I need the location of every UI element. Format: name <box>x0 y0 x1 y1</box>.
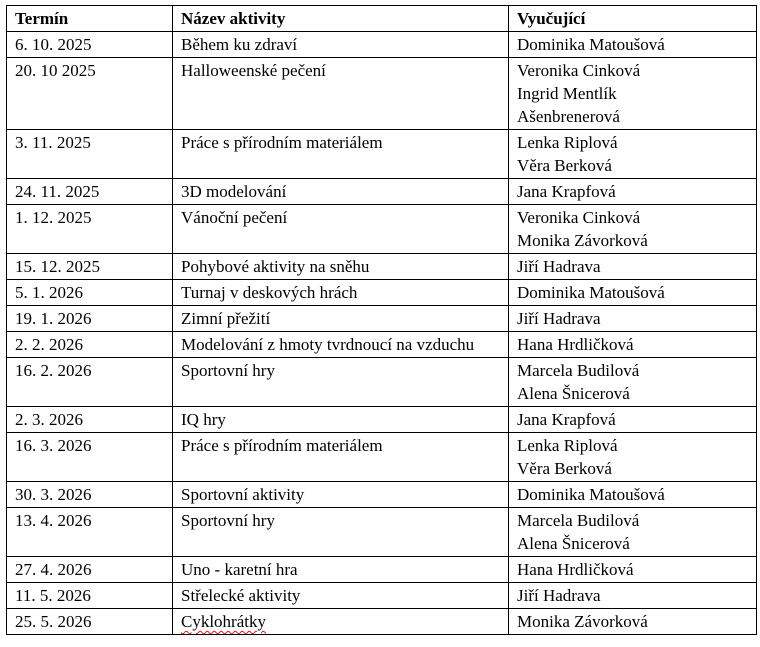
activity-name: Vánoční pečení <box>181 208 288 227</box>
teachers-cell <box>509 306 757 332</box>
date-cell: 20. 10 2025 <box>7 58 173 130</box>
date-cell: 5. 1. 2026 <box>7 280 173 306</box>
date-cell: 15. 12. 2025 <box>7 254 173 280</box>
teacher-name: Monika Závorková <box>517 231 648 250</box>
activity-name: Zimní přežití <box>181 309 271 328</box>
table-row <box>7 583 757 609</box>
activity-cell <box>173 332 509 358</box>
teacher-name: Marcela Budilová <box>517 511 640 530</box>
teachers-cell <box>509 508 757 557</box>
activity-cell <box>173 433 509 482</box>
date-cell: 19. 1. 2026 <box>7 306 173 332</box>
teachers-cell <box>509 358 757 407</box>
activity-cell <box>173 280 509 306</box>
date-cell: 16. 3. 2026 <box>7 433 173 482</box>
teachers-cell <box>509 557 757 583</box>
teacher-name: Jiří Hadrava <box>517 586 601 605</box>
teachers-cell <box>509 407 757 433</box>
teacher-name: Jiří Hadrava <box>517 257 601 276</box>
table-row <box>7 306 757 332</box>
activity-name: Sportovní hry <box>181 361 275 380</box>
activity-name: Během ku zdraví <box>181 35 298 54</box>
activity-name: Sportovní aktivity <box>181 485 305 504</box>
teacher-name: Hana Hrdličková <box>517 560 634 579</box>
activity-name: Cyklohrátky <box>181 612 266 631</box>
schedule-table-wrapper <box>6 5 756 635</box>
table-row <box>7 130 757 179</box>
date-cell: 13. 4. 2026 <box>7 508 173 557</box>
table-row <box>7 433 757 482</box>
activity-cell <box>173 58 509 130</box>
activity-cell <box>173 254 509 280</box>
activity-name: 3D modelování <box>181 182 287 201</box>
activity-cell <box>173 306 509 332</box>
activity-cell <box>173 130 509 179</box>
teachers-cell <box>509 179 757 205</box>
table-row <box>7 332 757 358</box>
teacher-name: Jiří Hadrava <box>517 309 601 328</box>
teacher-name: Lenka Riplová <box>517 436 618 455</box>
header-date: Termín <box>7 6 173 32</box>
activity-name: Modelování z hmoty tvrdnoucí na vzduchu <box>181 335 475 354</box>
activity-cell <box>173 609 509 635</box>
activity-cell <box>173 205 509 254</box>
activity-name: Pohybové aktivity na sněhu <box>181 257 370 276</box>
teacher-name: Monika Závorková <box>517 612 648 631</box>
teachers-cell <box>509 32 757 58</box>
teacher-name: Alena Šnicerová <box>517 384 630 403</box>
table-row <box>7 609 757 635</box>
date-cell: 2. 2. 2026 <box>7 332 173 358</box>
teacher-name: Veronika Cinková <box>517 208 641 227</box>
table-row <box>7 179 757 205</box>
teacher-name: Dominika Matoušová <box>517 283 665 302</box>
teacher-name: Věra Berková <box>517 156 612 175</box>
teachers-cell <box>509 205 757 254</box>
table-row <box>7 508 757 557</box>
teachers-cell <box>509 433 757 482</box>
teachers-cell <box>509 609 757 635</box>
date-cell: 2. 3. 2026 <box>7 407 173 433</box>
activity-name: Sportovní hry <box>181 511 275 530</box>
teacher-name: Věra Berková <box>517 459 612 478</box>
date-cell: 27. 4. 2026 <box>7 557 173 583</box>
teacher-name: Jana Krapfová <box>517 410 616 429</box>
activity-name: Halloweenské pečení <box>181 61 326 80</box>
teachers-cell <box>509 58 757 130</box>
teachers-cell <box>509 583 757 609</box>
activity-cell <box>173 179 509 205</box>
date-cell: 3. 11. 2025 <box>7 130 173 179</box>
activity-cell <box>173 482 509 508</box>
table-row <box>7 280 757 306</box>
activity-name: Střelecké aktivity <box>181 586 301 605</box>
teachers-cell <box>509 332 757 358</box>
activity-cell <box>173 407 509 433</box>
date-cell: 30. 3. 2026 <box>7 482 173 508</box>
table-body <box>7 32 757 635</box>
activity-name: IQ hry <box>181 410 226 429</box>
teacher-name: Veronika Cinková <box>517 61 641 80</box>
table-row <box>7 58 757 130</box>
teacher-name: Hana Hrdličková <box>517 335 634 354</box>
teacher-name: Ašenbrenerová <box>517 107 620 126</box>
teachers-cell <box>509 482 757 508</box>
activity-cell <box>173 358 509 407</box>
teacher-name: Ingrid Mentlík <box>517 84 617 103</box>
date-cell: 6. 10. 2025 <box>7 32 173 58</box>
date-cell: 24. 11. 2025 <box>7 179 173 205</box>
teacher-name: Jana Krapfová <box>517 182 616 201</box>
date-cell: 25. 5. 2026 <box>7 609 173 635</box>
activity-name: Turnaj v deskových hrách <box>181 283 358 302</box>
header-teachers: Vyučující <box>509 6 757 32</box>
teacher-name: Alena Šnicerová <box>517 534 630 553</box>
activity-cell <box>173 508 509 557</box>
activity-cell <box>173 583 509 609</box>
activity-cell <box>173 32 509 58</box>
table-row <box>7 407 757 433</box>
teachers-cell <box>509 254 757 280</box>
table-header-row <box>7 6 757 32</box>
activity-cell <box>173 557 509 583</box>
teacher-name: Dominika Matoušová <box>517 485 665 504</box>
table-row <box>7 205 757 254</box>
teacher-name: Lenka Riplová <box>517 133 618 152</box>
date-cell: 16. 2. 2026 <box>7 358 173 407</box>
table-row <box>7 482 757 508</box>
header-activity: Název aktivity <box>173 6 509 32</box>
activity-name: Práce s přírodním materiálem <box>181 133 383 152</box>
teacher-name: Dominika Matoušová <box>517 35 665 54</box>
teacher-name: Marcela Budilová <box>517 361 640 380</box>
table-row <box>7 32 757 58</box>
activity-name: Práce s přírodním materiálem <box>181 436 383 455</box>
date-cell: 1. 12. 2025 <box>7 205 173 254</box>
teachers-cell <box>509 280 757 306</box>
activity-schedule-table <box>6 5 757 635</box>
date-cell: 11. 5. 2026 <box>7 583 173 609</box>
table-row <box>7 358 757 407</box>
table-row <box>7 254 757 280</box>
table-row <box>7 557 757 583</box>
teachers-cell <box>509 130 757 179</box>
activity-name: Uno - karetní hra <box>181 560 298 579</box>
